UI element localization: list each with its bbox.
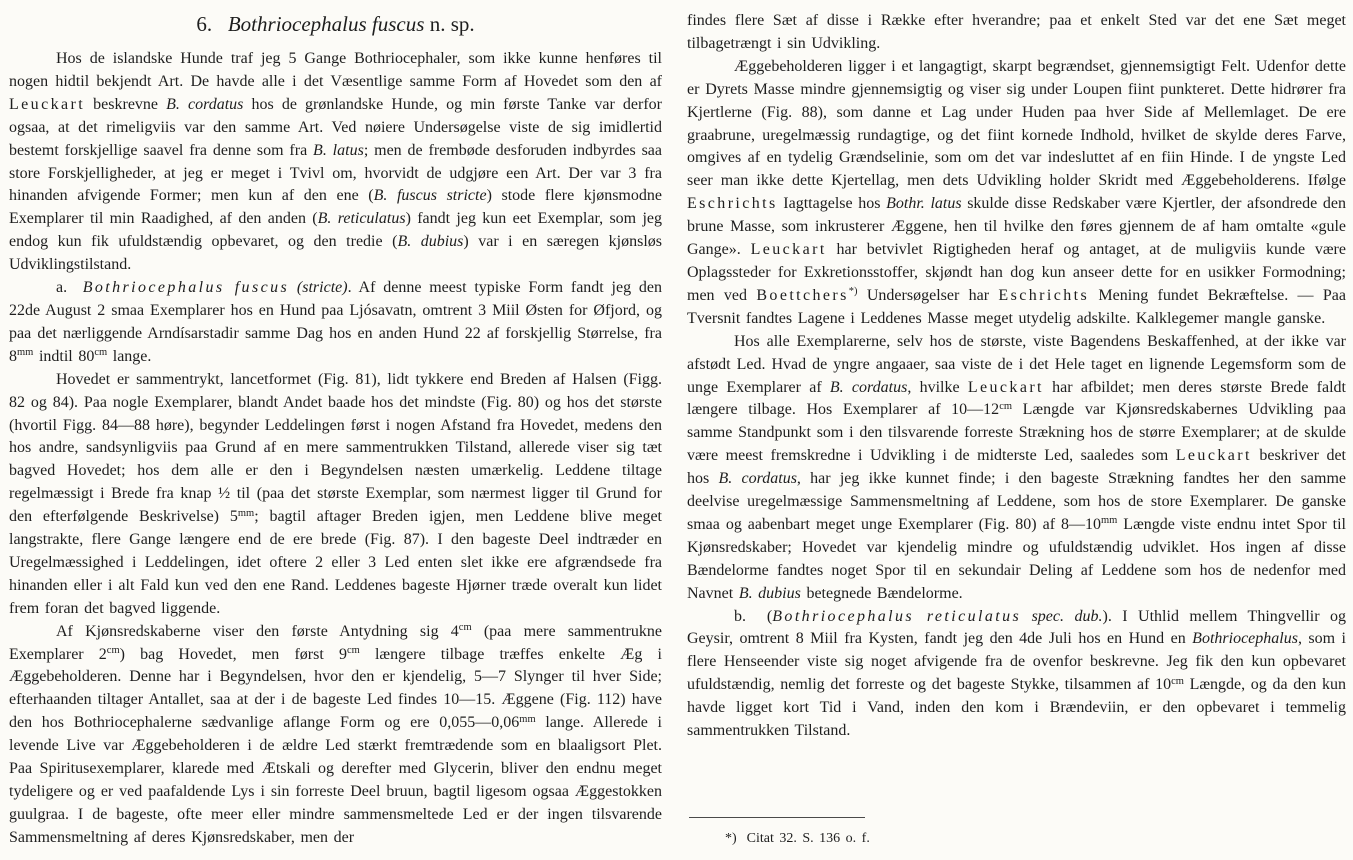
right-column — [687, 2, 1346, 860]
paragraph-intro: Hos de islandske Hunde traf jeg 5 Gange Bothriocephaler, som ikke kunne henføres til nogen hidtil bekjendt Art. De havde alle i det Væsentlige samme Form af Hovedet som den af Leuckart beskrevne B. cordatus hos de grønlandske Hunde, og min første Tanke var derfor ogsaa, at det rimeligviis var den samme Art. Ved nøiere Undersøgelse viste de sig imidlertid bestemt forskjellige saavel fra denne som fra B. latus; men de frembøde desforuden indbyrdes saa store Forskjelligheder, at jeg er meget i Tvivl om, hvorvidt de udgjøre een Art. Der var 3 fra hinanden afvigende Former; men kun af den ene (B. fuscus stricte) stode flere kjønsmodne Exemplarer til min Raadighed, af den anden (B. reticulatus) fandt jeg kun eet Exemplar, som jeg endog kun fik ufuldstændig opbevaret, og den tredie (B. dubius) var i en særegen kjønsløs Udviklingstilstand. — [9, 50, 663, 274]
paragraph-specimens: Hos alle Exemplarerne, selv hos de største, viste Bagendens Beskaffenhed, at der ikke var afstødt Led. Hvad de yngre angaaer, saa viste de i det Hele taget en lignende Legemsform som de unge Exemplarer af B. cordatus, hvilke Leuckart har afbildet; men deres største Brede faldt længere tilbage. Hos Exemplarer af $10—12^{cm}$ Længde var Kjønsredskabernes Udvikling paa samme Standpunkt som i den tilsvarende forreste Strækning hos de større Exemplarer; at de skulde være meest fremskredne i Udvikling i de midterste Led, saaledes som Leuckart beskriver det hos B. cordatus, har jeg ikke kunnet finde; i den bageste Strækning fandtes her den samme deelvise uregelmæssige Sammensmeltning af Leddene, som hos de store Exemplarer. De ganske smaa og aabenbart meget unge Exemplarer (Fig. 80) af $8—10^{mm}$ Længde viste endnu intet Spor til Kjønsredskaber; Hovedet var kjendelig mindre og ufuldstændig udviklet. Hos ingen af disse Bændelorme fandtes noget Spor til en sekundair Deling af Leddene som hos de nedenfor med Navnet B. dubius betegnede Bændelorme. — [687, 332, 1346, 602]
paragraph-reproductive-organs: Af Kjønsredskaberne viser den første Antydning sig $4^{cm}$ (paa mere sammentrukne Exemplarer $2^{cm}$) bag Hovedet, men først $9^{cm}$ længere tilbage træffes enkelte Æg i Æggebeholderen. Denne har i Begyndelsen, hvor den er kjendelig, 5—7 Slynger til hver Side; efterhaanden tiltager Antallet, saa at der i de bageste Led findes 10—15. Æggene (Fig. 112) have den hos Bothriocephalerne sædvanlige aflange Form og ere $0,055—0,06^{mm}$ lange. Allerede i levende Live var Æggebeholderen i de ældre Led stærkt fremtrædende som en blaaligsort Plet. Paa Spiritusexemplarer, klarede med Ætskali og derefter med Glycerin, bliver den endnu meget tydeligere og er ved paafaldende Lys i sin forreste Deel bruun, bagtil ligesom ogsaa Æggestokken guulgraa. I de bageste, ofte meer eller mindre sammensmeltede Led er der ingen tilsvarende Sammensmeltning af deres Kjønsredskaber, men der — [9, 622, 662, 846]
footnote-divider — [689, 817, 865, 818]
footnote-citation: Citat 32. S. 136 o. f. — [746, 831, 870, 846]
paragraph-species-a: a. Bothriocephalus fuscus (stricte). Af denne meest typiske Form fandt jeg den 22de August 2 smaa Exemplarer hos en Hund paa Ljósavatn, omtrent 3 Miil Østen for Øfjord, og paa det nærliggende Arndísarstadir samme Dag hos en anden Hund 22 af forskjellig Størrelse, fra $8^{mm}$ indtil $80^{cm}$ lange. — [9, 279, 663, 365]
footnote — [687, 809, 1346, 860]
paragraph-species-b: b. (Bothriocephalus reticulatus spec. dub.). I Uthlid mellem Thingvellir og Geysir, omtrent 8 Miil fra Kysten, fandt jeg den 4de Juli hos en Hund en Bothriocephalus, som i flere Henseender viste sig noget afvigende fra de ovenfor beskrevne. Jeg fik den kun opbevaret ufuldstændig, nemlig det forreste og det bageste Stykke, tilsammen af $10^{cm}$ Længde, og da den kun havde ligget kort Tid i Vand, inden den kom i Brændeviin, er den opbevaret i temmelig sammentrukken Tilstand. — [687, 607, 1347, 740]
footnote-text — [687, 830, 1346, 848]
paragraph-head-description: Hovedet er sammentrykt, lancetformet (Fig. 81), lidt tykkere end Breden af Halsen (Figg. 82 og 84). Paa nogle Exemplarer, blandt Andet baade hos det mindste (Fig. 80) og hos det største (hvortil Figg. 84—88 høre), begynder Leddelingen først i nogen Afstand fra Hovedet, medens den hos andre, sandsynligviis paa Grund af en mere sammentrukken Tilstand, allerede viser sig tæt bagved Hovedet; hos dem alle er den i Begyndelsen næsten umærkelig. Leddene tiltage regelmæssigt i Brede fra knap ½ til (paa det største Exemplar, som nærmest ligger til Grund for den efterfølgende Beskrivelse) $5^{mm}$; bagtil aftager Breden igjen, men Leddene blive meget langstrakte, flere Gange længere end de ere brede (Fig. 87). I den bageste Deel indtræder en Uregelmæssighed i Leddelingen, idet oftere 2 eller 3 Led enten slet ikke ere afgrændsede fra hinanden eller i alt Fald kun ved den ene Rand. Leddenes bageste Hjørner træde overalt kun lidet frem foran det bagved liggende. — [9, 370, 662, 617]
section-heading: 6. Bothriocephalus fuscus n. sp. — [196, 12, 475, 36]
footnote-marker: *) — [725, 831, 737, 846]
left-column — [9, 2, 662, 860]
paragraph-continuation: findes flere Sæt af disse i Række efter hverandre; paa et enkelt Sted var det ene Sæt meget tilbagetrængt i sin Udvikling. — [687, 12, 1346, 52]
paragraph-egg-receptacle: Æggebeholderen ligger i et langagtigt, skarpt begrændset, gjennemsigtigt Felt. Udenfor dette er Dyrets Masse mindre gjennemsigtig og viser sig under Loupen fiint punkteret. Dette hidrører fra Kjertlerne (Fig. 88), som danne et Lag under Huden paa hver Side af Mellemlaget. De ere graabrune, uregelmæssig rundagtige, og det fiint kornede Indhold, hvilket de skylde deres Farve, omgives af en tydelig Grændselinie, som om det var indesluttet af en fiin Hinde. I de yngste Led seer man ikke dette Kjertellag, men dets Udvikling holder Skridt med Æggebeholderens. Ifølge Eschrichts Iagttagelse hos Bothr. latus skulde disse Redskaber være Kjertler, der afsondrede den brune Masse, som inkrusterer Æggene, hen til hvilke den føres gjennem de af ham omtalte «gule Gange». Leuckart har betvivlet Rigtigheden heraf og antaget, at de muligviis kunde være Oplagssteder for Exkretionsstoffer, skjøndt han dog kun anseer dette for en usikker Formodning; men ved Boettchers*) Undersøgelser har Eschrichts Mening fundet Bekræftelse. — Paa Tversnit fandtes Lagene i Leddenes Masse meget utydelig adskilte. Kalklegemer mangle ganske. — [687, 57, 1346, 327]
